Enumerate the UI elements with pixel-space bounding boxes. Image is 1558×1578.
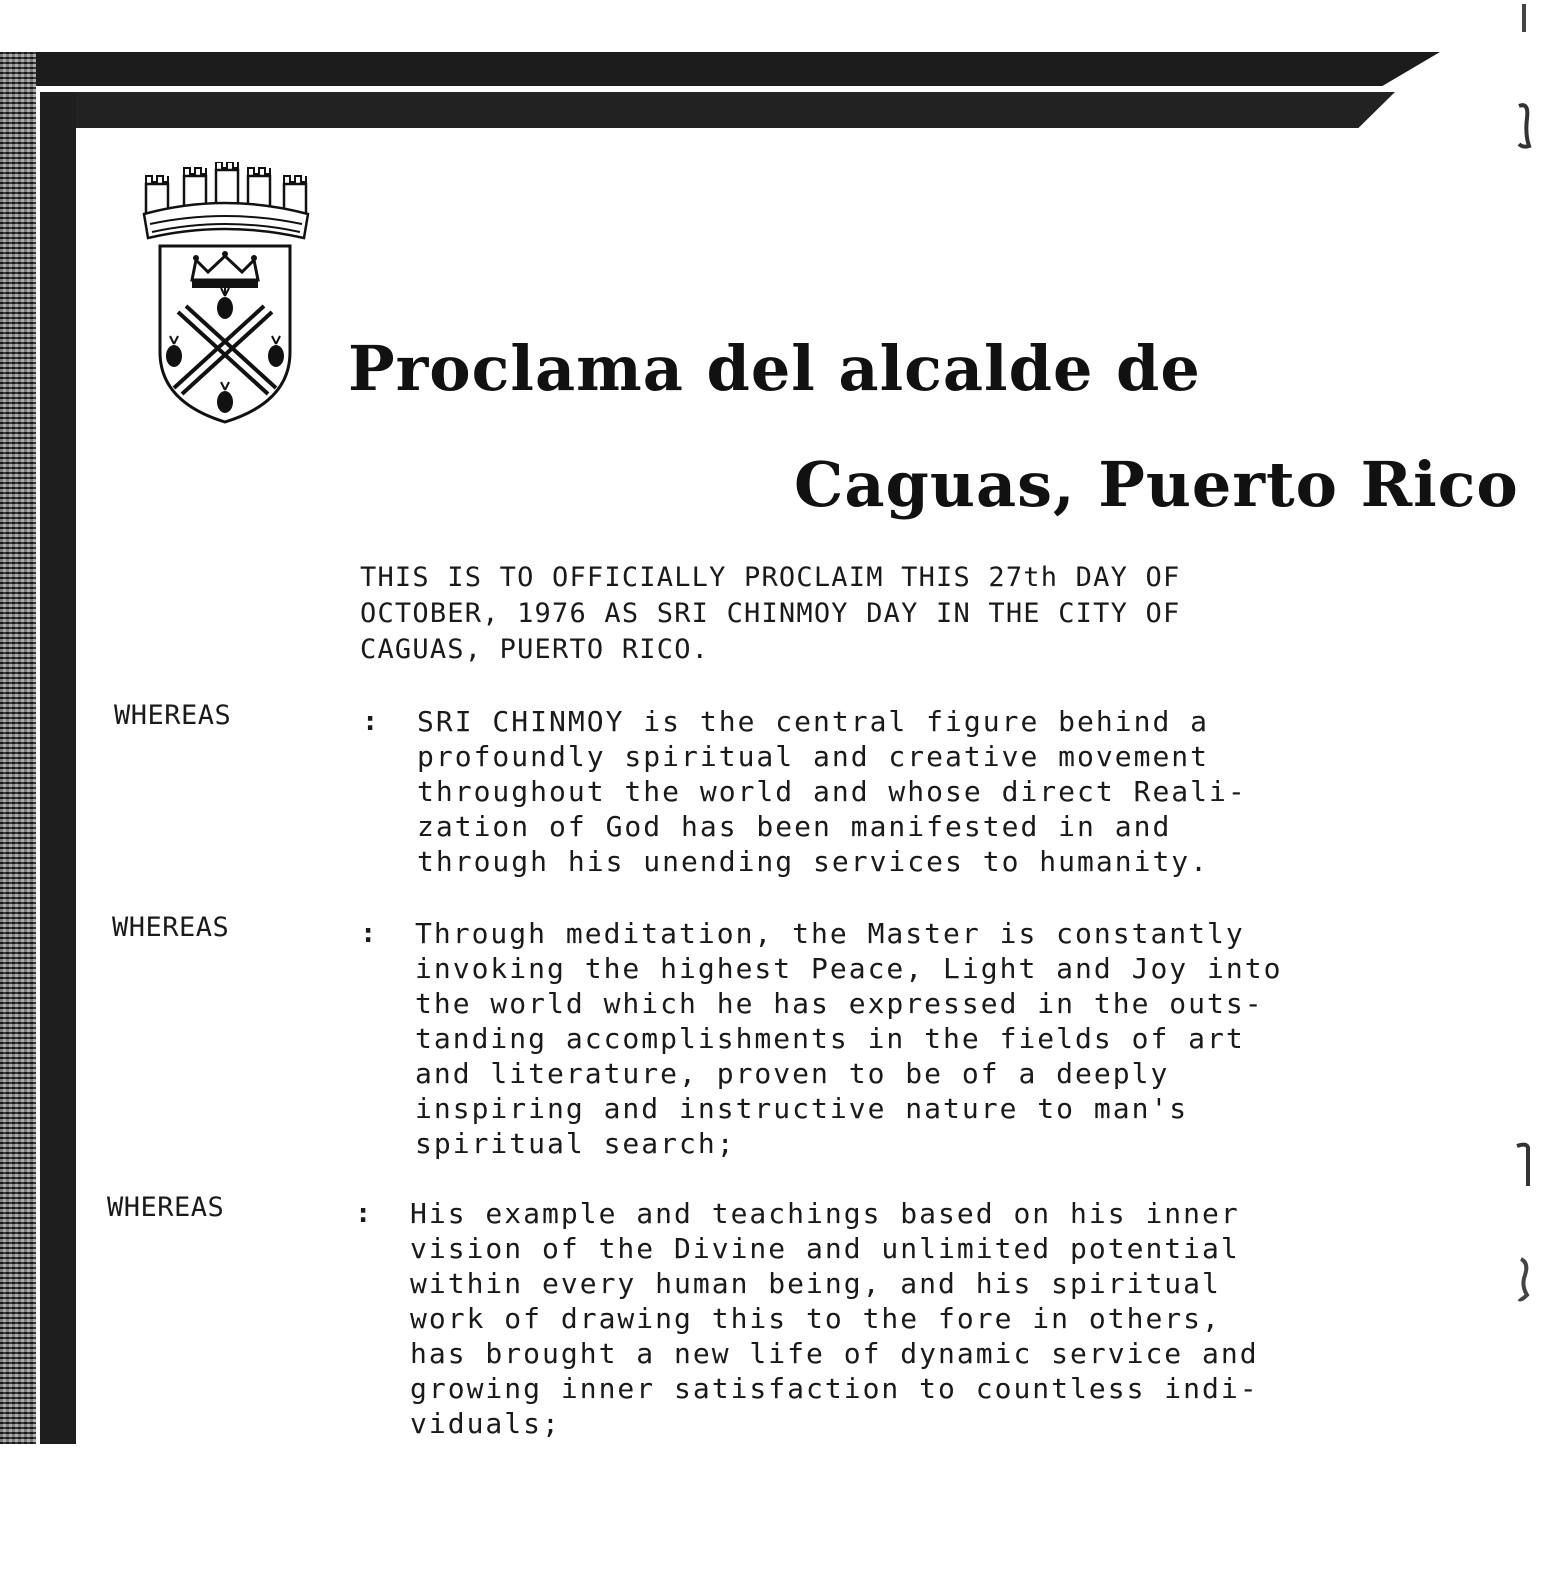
clause-line: profoundly spiritual and creative movement (417, 740, 1210, 773)
whereas-clause-1 (417, 704, 1247, 879)
whereas-colon: : (360, 918, 377, 949)
clause-line: growing inner satisfaction to countless indi- (410, 1372, 1259, 1405)
whereas-clause-2 (415, 916, 1282, 1161)
clause-line: the world which he has expressed in the outs- (415, 987, 1264, 1020)
whereas-colon: : (355, 1198, 372, 1229)
clause-line: work of drawing this to the fore in others, (410, 1302, 1221, 1335)
clause-line: Through meditation, the Master is constantly (415, 917, 1245, 950)
border-top-inner (40, 92, 1395, 128)
border-top-outer (0, 52, 1440, 86)
clause-line: throughout the world and whose direct Reali- (417, 775, 1247, 808)
border-gap (36, 86, 1396, 92)
clause-line: vision of the Divine and unlimited potential (410, 1232, 1240, 1265)
border-left-outer (0, 52, 36, 1444)
clause-line: SRI CHINMOY is the central figure behind a (417, 705, 1210, 738)
binder-mark-icon (1515, 2, 1533, 36)
intro-line: THIS IS TO OFFICIALLY PROCLAIM THIS 27th DAY OF (360, 562, 1181, 593)
intro-line: CAGUAS, PUERTO RICO. (360, 634, 710, 665)
clause-line: inspiring and instructive nature to man's (415, 1092, 1189, 1125)
coat-of-arms-icon (138, 162, 313, 427)
whereas-label: WHEREAS (114, 700, 232, 731)
clause-line: spiritual search; (415, 1127, 736, 1160)
clause-line: within every human being, and his spiritual (410, 1267, 1221, 1300)
clause-line: zation of God has been manifested in and (417, 810, 1172, 843)
whereas-colon: : (362, 706, 379, 737)
clause-line: tanding accomplishments in the fields of art (415, 1022, 1245, 1055)
binder-mark-icon (1515, 100, 1533, 150)
page-title-line-2: Caguas, Puerto Rico (794, 448, 1519, 521)
binder-mark-icon (1515, 1255, 1533, 1305)
intro-line: OCTOBER, 1976 AS SRI CHINMOY DAY IN THE CITY OF (360, 598, 1181, 629)
border-left-inner (40, 92, 76, 1444)
clause-line: His example and teachings based on his inner (410, 1197, 1240, 1230)
whereas-clause-3 (410, 1196, 1259, 1441)
clause-line: and literature, proven to be of a deeply (415, 1057, 1170, 1090)
clause-line: viduals; (410, 1407, 561, 1440)
clause-line: through his unending services to humanity. (417, 845, 1210, 878)
page-title-line-1: Proclama del alcalde de (348, 332, 1201, 405)
binder-mark-icon (1515, 1140, 1533, 1190)
clause-line: has brought a new life of dynamic service and (410, 1337, 1259, 1370)
whereas-label: WHEREAS (107, 1192, 225, 1223)
whereas-label: WHEREAS (112, 912, 230, 943)
proclamation-intro (360, 560, 1260, 668)
clause-line: invoking the highest Peace, Light and Joy into (415, 952, 1283, 985)
